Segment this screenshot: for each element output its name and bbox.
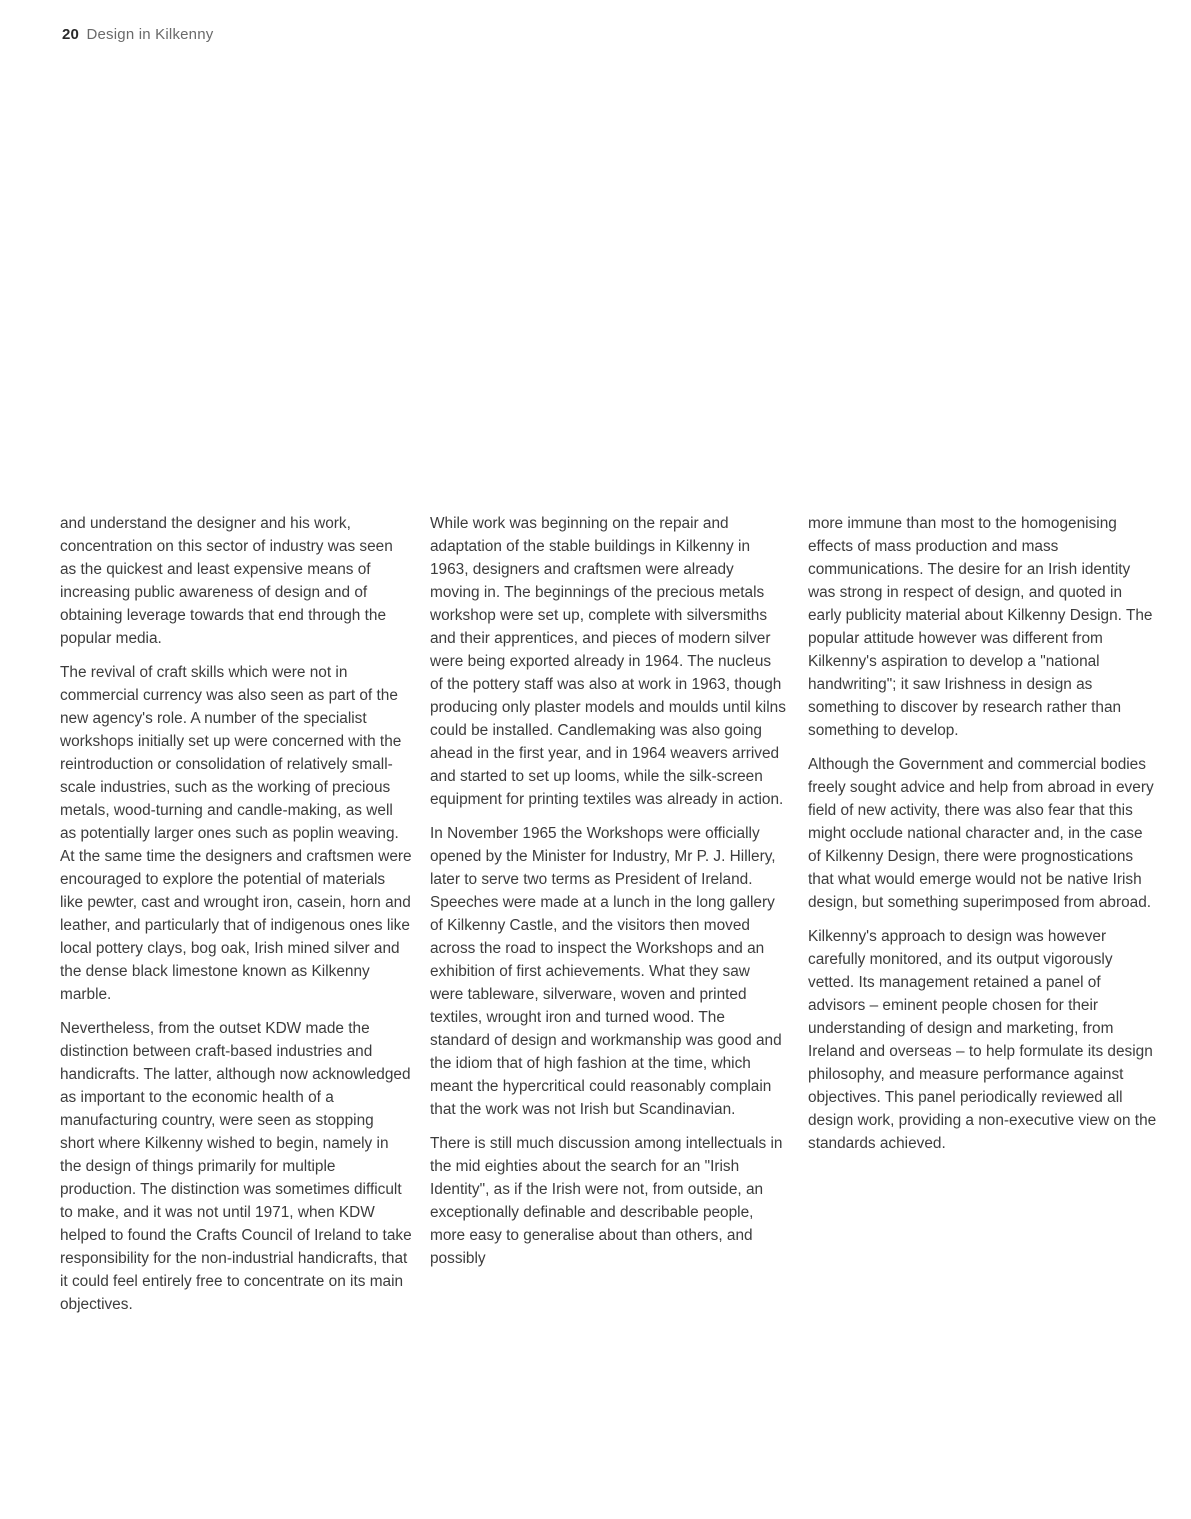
blank-image-area: [0, 60, 1191, 500]
page-number: 20: [62, 26, 80, 43]
paragraph: The revival of craft skills which were not in commercial currency was also seen as part of the new agency's role. A number of the specialist workshops initially set up were concerned with the reintroduction or consolidation of relatively small-scale industries, such as the working of precious metals, wood-turning and candle-making, as well as potentially larger ones such as poplin weaving. At the same time the designers and craftsmen were encouraged to explore the potential of materials like pewter, cast and wrought iron, casein, horn and leather, and particularly that of indigenous ones like local pottery clays, bog oak, Irish mined silver and the dense black limestone known as Kilkenny marble.: [60, 664, 412, 1003]
paragraph: and understand the designer and his work, concentration on this sector of industry was seen as the quickest and least expensive means of increasing public awareness of design and of obtaining leverage towards that end through the popular media.: [60, 515, 393, 647]
paragraph: There is still much discussion among intellectuals in the mid eighties about the search for an "Irish Identity", as if the Irish were not, from outside, an exceptionally definable and describable people, more easy to generalise about than others, and possibly: [430, 1135, 783, 1267]
paragraph: While work was beginning on the repair and adaptation of the stable buildings in Kilkenny in 1963, designers and craftsmen were already moving in. The beginnings of the precious metals workshop were set up, complete with silversmiths and their apprentices, and pieces of modern silver were being exported already in 1964. The nucleus of the pottery staff was also at work in 1963, though producing only plaster models and moulds until kilns could be installed. Candlemaking was also going ahead in the first year, and in 1964 weavers arrived and started to set up looms, while the silk-screen equipment for printing textiles was already in action.: [430, 515, 786, 808]
paragraph: Although the Government and commercial bodies freely sought advice and help from abroad in every field of new activity, there was also fear that this might occlude national character and, in the case of Kilkenny Design, there were prognostications that what would emerge would not be native Irish design, but something superimposed from abroad.: [808, 756, 1154, 911]
section-title: Design in Kilkenny: [86, 26, 214, 43]
paragraph: Nevertheless, from the outset KDW made the distinction between craft-based industries and handicrafts. The latter, although now acknowledged as important to the economic health of a manufacturing country, were seen as stopping short where Kilkenny wished to begin, namely in the design of things primarily for multiple production. The distinction was sometimes difficult to make, and it was not until 1971, when KDW helped to found the Crafts Council of Ireland to take responsibility for the non-industrial handicrafts, that it could feel entirely free to concentrate on its main objectives.: [60, 1020, 412, 1313]
running-head: [62, 26, 213, 43]
text-column-1: [60, 512, 412, 1327]
paragraph: more immune than most to the homogenising effects of mass production and mass communications. The desire for an Irish identity was strong in respect of design, and quoted in early publicity material about Kilkenny Design. The popular attitude however was different from Kilkenny's aspiration to develop a "national handwriting"; it saw Irishness in design as something to discover by research rather than something to develop.: [808, 515, 1153, 739]
paragraph: In November 1965 the Workshops were officially opened by the Minister for Industry, Mr P. J. Hillery, later to serve two terms as President of Ireland. Speeches were made at a lunch in the long gallery of Kilkenny Castle, and the visitors then moved across the road to inspect the Workshops and an exhibition of first achievements. What they saw were tableware, silverware, woven and printed textiles, wrought iron and turned wood. The standard of design and workmanship was good and the idiom that of high fashion at the time, which meant the hypercritical could reasonably complain that the work was not Irish but Scandinavian.: [430, 825, 782, 1118]
text-column-3: [808, 512, 1158, 1166]
text-column-2: [430, 512, 786, 1281]
paragraph: Kilkenny's approach to design was however carefully monitored, and its output vigorously vetted. Its management retained a panel of advisors – eminent people chosen for their understanding of design and marketing, from Ireland and overseas – to help formulate its design philosophy, and measure performance against objectives. This panel periodically reviewed all design work, providing a non-executive view on the standards achieved.: [808, 928, 1157, 1152]
